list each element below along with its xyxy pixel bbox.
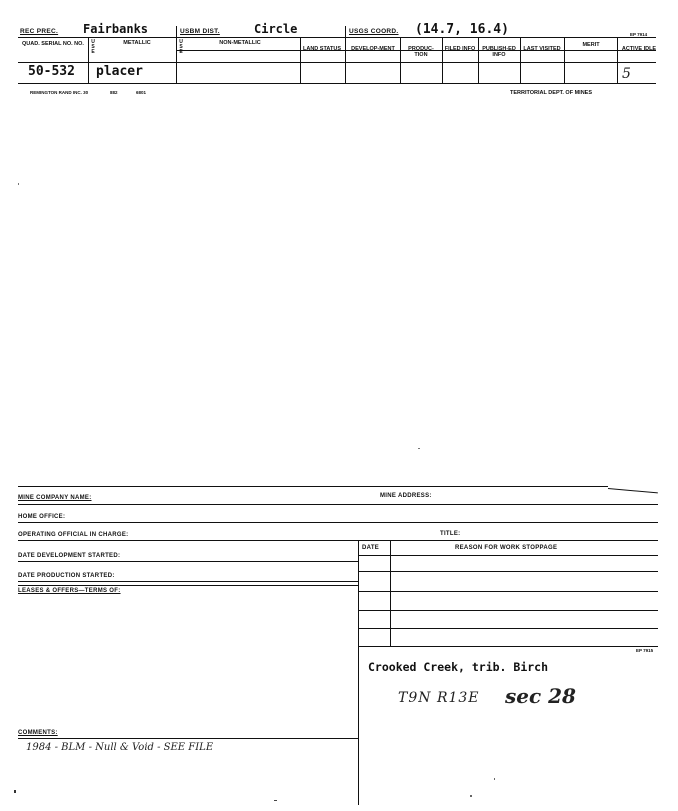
leases-offers-label: LEASES & OFFERS—TERMS OF:: [18, 588, 121, 594]
non-metallic-label: NON-METALLIC: [219, 40, 261, 46]
top-card-vline: [345, 26, 346, 83]
bottom-rule: [358, 628, 658, 629]
speck: [274, 800, 277, 801]
uses-label-2: U S E: [179, 39, 183, 55]
speck: [418, 448, 420, 449]
bottom-rule: [18, 504, 658, 505]
printer-code-2: 6801: [136, 90, 147, 95]
township-range-text: T9N R13E: [398, 690, 480, 706]
metallic-label: METALLIC: [123, 40, 151, 46]
usgs-coord-label: USGS COORD.: [349, 28, 399, 35]
top-card-vline: [442, 38, 443, 83]
top-card-rule-1: [18, 37, 656, 38]
top-card-vline: [400, 38, 401, 83]
dept-label: TERRITORIAL DEPT. OF MINES: [510, 90, 592, 96]
section-text: sec 28: [505, 684, 576, 708]
speck: [18, 183, 19, 185]
bottom-rule: [358, 571, 658, 572]
usbm-dist-value: Circle: [254, 22, 298, 36]
comments-text: 1984 - BLM - Null & Void - SEE FILE: [26, 742, 214, 753]
mine-address-label: MINE ADDRESS:: [380, 493, 432, 499]
bottom-card-top-edge-curl: [608, 488, 658, 493]
development-label: DEVELOP-MENT: [351, 46, 395, 52]
home-office-label: HOME OFFICE:: [18, 514, 66, 520]
bottom-rule: [358, 646, 658, 647]
land-status-label: LAND STATUS: [303, 46, 341, 52]
top-card-vline: [617, 38, 618, 83]
bottom-vline: [358, 540, 359, 805]
bottom-rule: [18, 581, 358, 582]
production-label: PRODUC-TION: [408, 46, 434, 58]
form-number-bottom: EP 7915: [636, 648, 654, 653]
bottom-rule: [18, 540, 658, 541]
last-visited-label: LAST VISITED: [523, 46, 561, 52]
top-card-rule-3: [18, 83, 656, 84]
serial-value: 50-532: [28, 64, 75, 79]
mine-company-label: MINE COMPANY NAME:: [18, 495, 92, 501]
speck: [494, 778, 495, 780]
bottom-rule: [18, 522, 658, 523]
top-card-vline: [176, 26, 177, 83]
bottom-rule: [18, 738, 358, 739]
bottom-card-top-edge: [18, 486, 608, 487]
mineral-value: placer: [96, 64, 143, 79]
usgs-coord-value: (14.7, 16.4): [415, 22, 509, 37]
top-card-rule-2: [18, 62, 656, 63]
bottom-rule: [18, 561, 358, 562]
speck: [470, 795, 472, 797]
top-card-vline: [520, 38, 521, 83]
usbm-dist-label: USBM DIST.: [180, 28, 220, 35]
date-production-label: DATE PRODUCTION STARTED:: [18, 573, 115, 579]
date-development-label: DATE DEVELOPMENT STARTED:: [18, 553, 121, 559]
top-card-vline: [478, 38, 479, 83]
comments-label: COMMENTS:: [18, 730, 58, 736]
location-text: Crooked Creek, trib. Birch: [368, 660, 549, 674]
rec-prec-label: REC PREC.: [20, 28, 59, 35]
operating-official-label: OPERATING OFFICIAL IN CHARGE:: [18, 532, 129, 538]
bottom-rule: [358, 610, 658, 611]
printer-code-1: 882: [110, 90, 118, 95]
quad-serial-label: QUAD. SERIAL NO. NO.: [22, 41, 84, 47]
top-card-vline: [564, 38, 565, 83]
title-label: TITLE:: [440, 531, 461, 537]
bottom-rule: [358, 591, 658, 592]
date-column-label: DATE: [362, 545, 380, 551]
uses-label: U S E: [91, 39, 95, 55]
printer-note: REMINGTON RAND INC. 30: [30, 90, 89, 95]
form-number-top: EP 7914: [630, 32, 648, 37]
active-idle-mark: 5: [622, 66, 631, 82]
merit-label: MERIT: [582, 42, 600, 48]
bottom-vline: [390, 540, 391, 646]
rec-prec-value: Fairbanks: [83, 22, 149, 36]
bottom-rule: [358, 555, 658, 556]
top-card-vline: [300, 38, 301, 83]
reason-column-label: REASON FOR WORK STOPPAGE: [455, 545, 558, 551]
top-card-vline: [88, 38, 89, 83]
bottom-rule: [18, 585, 358, 586]
active-idle-label: ACTIVE IDLE: [621, 46, 657, 52]
published-info-label: PUBLISH-ED INFO: [482, 46, 516, 58]
filed-info-label: FILED INFO: [444, 46, 476, 52]
speck: [14, 790, 16, 793]
